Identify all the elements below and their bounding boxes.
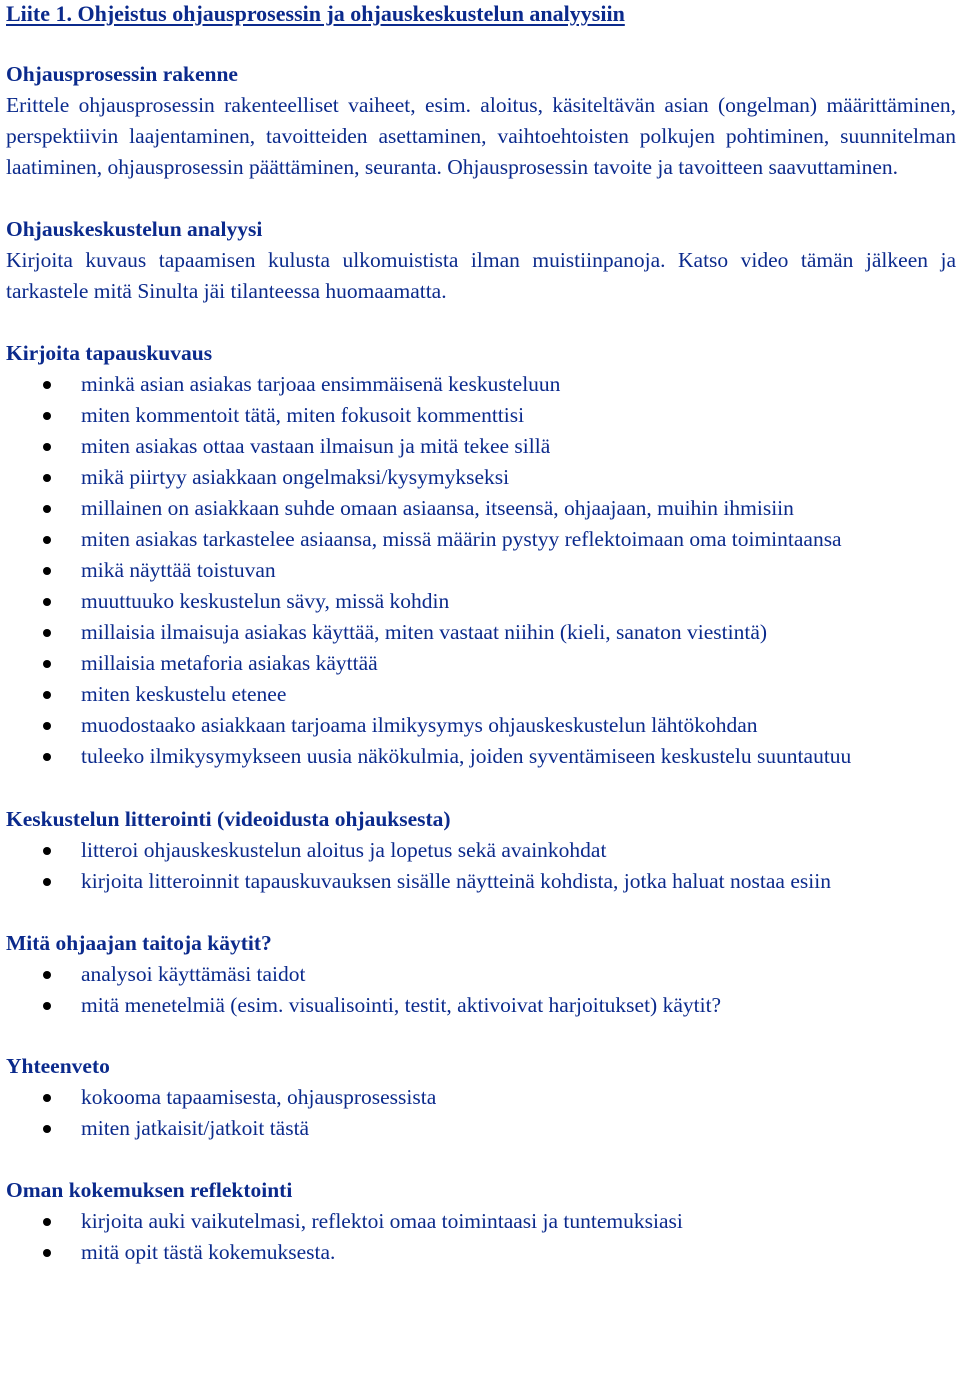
list-item	[6, 493, 956, 524]
list-item-text: miten keskustelu etenee	[81, 682, 287, 706]
section-oman-kokemuksen-reflektointi	[6, 1175, 956, 1268]
bullet-icon	[43, 753, 51, 761]
list-item	[6, 1237, 956, 1268]
section-heading: Yhteenveto	[6, 1054, 110, 1078]
list-item	[6, 990, 956, 1021]
bullet-icon	[43, 971, 51, 979]
section-heading: Keskustelun litterointi (videoidusta ohjauksesta)	[6, 807, 451, 831]
bullet-icon	[43, 505, 51, 513]
list-item	[6, 1113, 956, 1144]
bullet-icon	[43, 1218, 51, 1226]
list-item	[6, 648, 956, 679]
list-item-text: litteroi ohjauskeskustelun aloitus ja lopetus sekä avainkohdat	[81, 838, 607, 862]
list-item-text: millainen on asiakkaan suhde omaan asiaansa, itseensä, ohjaajaan, muihin ihmisiin	[81, 496, 794, 520]
list-item-text: mikä piirtyy asiakkaan ongelmaksi/kysymykseksi	[81, 465, 510, 489]
document-page	[6, 0, 956, 1268]
section-keskustelun-litterointi	[6, 804, 956, 897]
list-item	[6, 679, 956, 710]
bullet-icon	[43, 567, 51, 575]
section-ohjauskeskustelun-analyysi	[6, 214, 956, 307]
bullet-icon	[43, 1002, 51, 1010]
list-item	[6, 462, 956, 493]
section-heading: Mitä ohjaajan taitoja käytit?	[6, 931, 272, 955]
bullet-icon	[43, 381, 51, 389]
list-item-text: analysoi käyttämäsi taidot	[81, 962, 306, 986]
document-title: Liite 1. Ohjeistus ohjausprosessin ja ohjauskeskustelun analyysiin	[6, 1, 625, 26]
list-item	[6, 555, 956, 586]
list-item-text: kirjoita litteroinnit tapauskuvauksen sisälle näytteinä kohdista, jotka haluat nostaa esiin	[81, 869, 831, 893]
list-item	[6, 524, 956, 555]
bullet-icon	[43, 412, 51, 420]
list-item	[6, 617, 956, 648]
list-item	[6, 835, 956, 866]
list-item-text: kokooma tapaamisesta, ohjausprosessista	[81, 1085, 437, 1109]
list-item-text: kirjoita auki vaikutelmasi, reflektoi omaa toimintaasi ja tuntemuksiasi	[81, 1209, 683, 1233]
section-heading: Oman kokemuksen reflektointi	[6, 1178, 293, 1202]
section-paragraph: Erittele ohjausprosessin rakenteelliset vaiheet, esim. aloitus, käsiteltävän asian (ongelman) määrittäminen, perspektiivin laajentaminen, tavoitteiden asettaminen, vaihtoehtoisten polkujen pohtiminen, suunnitelman laatiminen, ohjausprosessin päättäminen, seuranta. Ohjausprosessin tavoite ja tavoitteen saavuttaminen.	[6, 93, 956, 179]
section-ohjaajan-taidot	[6, 928, 956, 1021]
section-ohjausprosessin-rakenne	[6, 59, 956, 183]
section-yhteenveto	[6, 1051, 956, 1144]
list-item	[6, 400, 956, 431]
bullet-icon	[43, 660, 51, 668]
list-item	[6, 369, 956, 400]
bullet-icon	[43, 847, 51, 855]
list-item-text: miten asiakas ottaa vastaan ilmaisun ja mitä tekee sillä	[81, 434, 551, 458]
bullet-icon	[43, 1094, 51, 1102]
bullet-icon	[43, 474, 51, 482]
list-item	[6, 866, 956, 897]
list-item	[6, 959, 956, 990]
section-heading: Ohjausprosessin rakenne	[6, 62, 238, 86]
bullet-icon	[43, 1249, 51, 1257]
list-item	[6, 1082, 956, 1113]
bullet-icon	[43, 722, 51, 730]
section-heading: Ohjauskeskustelun analyysi	[6, 217, 263, 241]
bullet-icon	[43, 598, 51, 606]
bullet-icon	[43, 691, 51, 699]
bullet-list	[6, 1206, 956, 1268]
list-item-text: miten jatkaisit/jatkoit tästä	[81, 1116, 310, 1140]
list-item-text: miten asiakas tarkastelee asiaansa, missä määrin pystyy reflektoimaan oma toimintaansa	[81, 527, 842, 551]
list-item-text: mitä opit tästä kokemuksesta.	[81, 1240, 336, 1264]
list-item-text: mitä menetelmiä (esim. visualisointi, testit, aktivoivat harjoitukset) käytit?	[81, 993, 722, 1017]
list-item-text: minkä asian asiakas tarjoaa ensimmäisenä keskusteluun	[81, 372, 561, 396]
list-item-text: muuttuuko keskustelun sävy, missä kohdin	[81, 589, 450, 613]
bullet-list	[6, 835, 956, 897]
list-item-text: tuleeko ilmikysymykseen uusia näkökulmia, joiden syventämiseen keskustelu suuntautuu	[81, 744, 852, 768]
bullet-icon	[43, 1125, 51, 1133]
list-item-text: millaisia ilmaisuja asiakas käyttää, miten vastaat niihin (kieli, sanaton viestintä)	[81, 620, 768, 644]
section-tapauskuvaus	[6, 338, 956, 772]
list-item-text: miten kommentoit tätä, miten fokusoit kommenttisi	[81, 403, 525, 427]
bullet-icon	[43, 536, 51, 544]
list-item	[6, 710, 956, 741]
bullet-list	[6, 1082, 956, 1144]
list-item-text: muodostaako asiakkaan tarjoama ilmikysymys ohjauskeskustelun lähtökohdan	[81, 713, 758, 737]
list-item-text: millaisia metaforia asiakas käyttää	[81, 651, 378, 675]
list-item-text: mikä näyttää toistuvan	[81, 558, 276, 582]
list-item	[6, 586, 956, 617]
section-paragraph: Kirjoita kuvaus tapaamisen kulusta ulkomuistista ilman muistiinpanoja. Katso video tämän jälkeen ja tarkastele mitä Sinulta jäi tilanteessa huomaamatta.	[6, 248, 956, 303]
list-item	[6, 741, 956, 772]
bullet-icon	[43, 443, 51, 451]
bullet-icon	[43, 629, 51, 637]
bullet-icon	[43, 878, 51, 886]
list-item	[6, 1206, 956, 1237]
list-item	[6, 431, 956, 462]
bullet-list	[6, 369, 956, 772]
bullet-list	[6, 959, 956, 1021]
section-heading: Kirjoita tapauskuvaus	[6, 341, 213, 365]
